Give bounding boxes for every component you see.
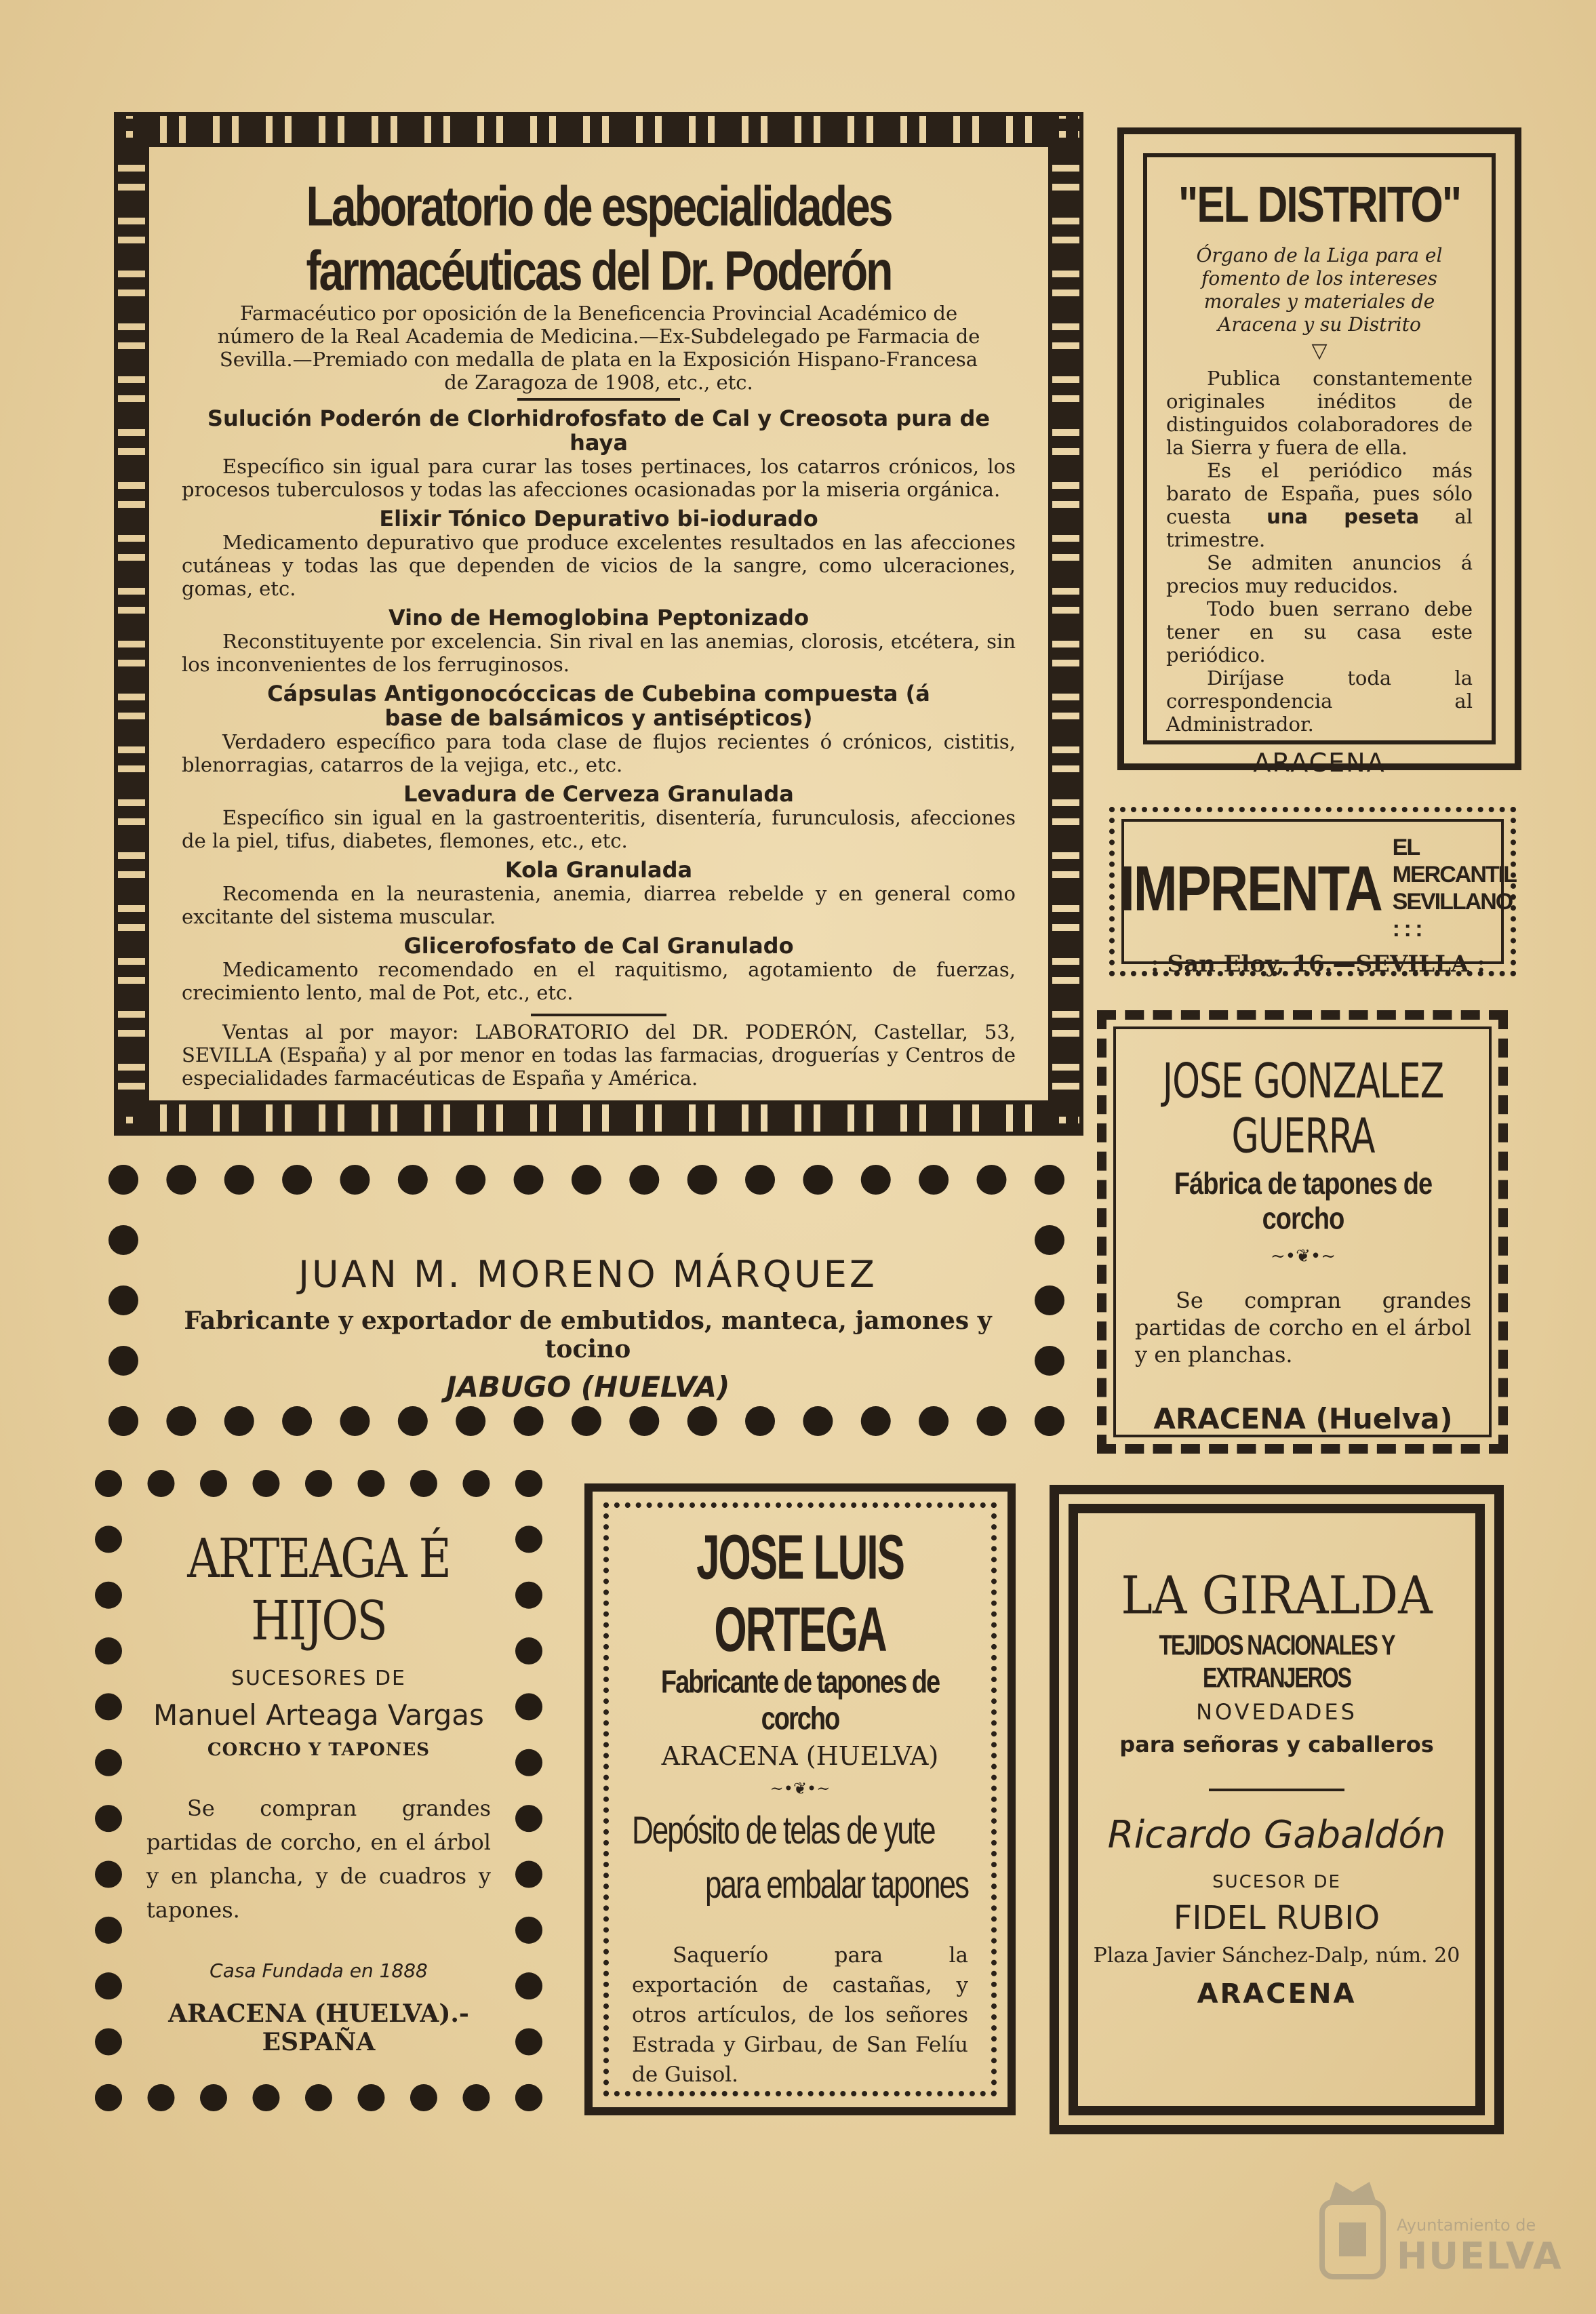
giralda-content [1093,1564,1460,2010]
distrito-p4: Todo buen serrano debe tener en su casa este periódico. [1166,597,1473,666]
distrito-p2c: al trimestre. [1166,505,1473,551]
giralda-address: Plaza Javier Sánchez-Dalp, núm. 20 [1093,1944,1460,1968]
distrito-title: "EL DISTRITO" [1178,177,1461,233]
imprenta-big: IMPRENTA [1120,852,1382,924]
ortega-name: JOSE LUIS ORTEGA [696,1523,904,1665]
distrito-ad [1117,127,1521,778]
ortega-content [632,1523,968,2090]
watermark-line2: HUELVA [1397,2235,1563,2277]
lab-item-text: Medicamento recomendado en el raquitismo, agotamiento de fuerzas, crecimiento lento, mal de Pot, etc., etc. [182,958,1016,1004]
giralda-ad [1050,1485,1504,2134]
imprenta-line1: EL MERCANTIL [1392,835,1516,887]
watermark-line1: Ayuntamiento de [1397,2216,1536,2235]
ortega-depot1: Depósito de telas de yute [632,1809,935,1853]
giralda-for: para señoras y caballeros [1119,1732,1434,1757]
gonzalez-ad [1097,1010,1508,1454]
divider [517,398,680,401]
distrito-price: una peseta [1266,505,1420,528]
moreno-content [179,1253,997,1403]
ortega-desc: Fabricante de tapones de corcho [660,1664,940,1737]
huelva-watermark [1315,2175,1563,2297]
lab-item-text: Medicamento depurativo que produce excelentes resultados en las afecciones cutáneas y todas las que dependen de vicios de la sangre, como ulceraciones, gomas, etc. [182,531,1016,600]
arteaga-content [146,1527,491,2056]
lab-item-heading: Levadura de Cerveza Granulada [403,781,794,807]
shield-icon [1315,2175,1390,2290]
chain-border-left [114,112,149,1136]
lab-item-text: Reconstituyente por excelencia. Sin rival en las anemias, clorosis, etcétera, sin los inconvenientes de los ferruginosos. [182,630,1016,676]
lab-ad [114,112,1083,1136]
giralda-prev: FIDEL RUBIO [1173,1899,1380,1937]
lab-item-text: Específico sin igual en la gastroenteritis, disentería, furunculosis, afecciones de la piel, tifus, diabetes, flemones, etc., etc. [182,806,1016,852]
lab-footer: Ventas al por mayor: LABORATORIO del DR. PODERÓN, Castellar, 53, SEVILLA (España) y al por menor en todas las farmacias, droguerías y Centros de especialidades farmacéuticas de España y América. [182,1020,1016,1090]
gonzalez-content [1135,1054,1471,1435]
giralda-succ: SUCESOR DE [1212,1872,1341,1892]
giralda-place: ARACENA [1197,1978,1357,2010]
lab-content [182,174,1016,1090]
ortega-text: Saquerío para la exportación de castañas, y otros artículos, de los señores Estrada y Girbau, de San Felíu de Guisol. [632,1943,968,2087]
chain-border-bottom [114,1100,1083,1136]
distrito-p2 [1166,459,1473,551]
imprenta-header [1120,834,1516,942]
ornament-icon: ▽ [1311,339,1328,363]
imprenta-names [1393,834,1516,942]
moreno-place: JABUGO (HUELVA) [445,1370,730,1403]
distrito-p5: Diríjase toda la correspondencia al Administrador. [1166,666,1473,736]
ornament-icon: ~•❦•~ [1270,1246,1336,1266]
lab-item-heading: Glicerofosfato de Cal Granulado [403,933,794,959]
lab-item-heading: Sulución Poderón de Clorhidrofosfato de Cal y Creosota pura de haya [207,405,991,456]
moreno-desc: Fabricante y exportador de embutidos, manteca, jamones y tocino [184,1306,992,1363]
arteaga-founded: Casa Fundada en 1888 [210,1959,428,1982]
lab-item-heading: Cápsulas Antigonocóccicas de Cubebina compuesta (á base de balsámicos y antisépticos) [267,681,930,731]
gonzalez-desc: Fábrica de tapones de corcho [1174,1167,1433,1237]
lab-title: Laboratorio de especialidades farmacéuticas del Dr. Poderón [306,174,892,302]
lab-item-text: Verdadero específico para toda clase de flujos recientes ó crónicos, cistitis, blenorragias, catarros de la vejiga, etc., etc. [182,730,1016,776]
giralda-novedades: NOVEDADES [1196,1699,1357,1725]
imprenta-ad [1109,807,1516,976]
arteaga-goods: CORCHO Y TAPONES [207,1740,431,1760]
ortega-place: ARACENA (HUELVA) [661,1741,939,1771]
distrito-subtitle: Órgano de la Liga para el fomento de los intereses morales y materiales de Aracena y su Distrito [1196,244,1443,336]
giralda-name: LA GIRALDA [1121,1564,1433,1627]
distrito-p3: Se admiten anuncios á precios muy reducidos. [1166,551,1473,597]
divider [531,1014,666,1016]
lab-item-text: Específico sin igual para curar las toses pertinaces, los catarros crónicos, los procesos tuberculosos y todas las afecciones ocasionadas por la miseria orgánica. [182,455,1016,501]
ornament-icon: ~•❦•~ [770,1779,831,1798]
distrito-p1: Publica constantemente originales inéditos de distinguidos colaboradores de la Sierra y fuera de ella. [1166,367,1473,459]
gonzalez-place: ARACENA (Huelva) [1153,1402,1453,1435]
arteaga-text: Se compran grandes partidas de corcho, en el árbol y en plancha, y de cuadros y tapones. [146,1795,491,1923]
arteaga-person: Manuel Arteaga Vargas [153,1698,484,1732]
lab-item-heading: Kola Granulada [504,857,693,883]
arteaga-name: ARTEAGA É HIJOS [187,1527,450,1653]
giralda-goods: TEJIDOS NACIONALES Y EXTRANJEROS [1159,1629,1395,1694]
lab-item-text: Recomenda en la neurastenia, anemia, diarrea rebelde y en general como excitante del sistema muscular. [182,882,1016,928]
moreno-name: JUAN M. MORENO MÁRQUEZ [298,1253,877,1296]
imprenta-address: : San Eloy, 16.—SEVILLA : [1151,951,1485,978]
imprenta-content [1120,834,1516,978]
imprenta-line2: SEVILLANO : : : [1392,889,1513,942]
lab-item-heading: Elixir Tónico Depurativo bi-iodurado [379,506,818,532]
chain-border-right [1048,112,1083,1136]
distrito-p2a: Es el periódico más barato de España, pues sólo cuesta [1166,459,1473,528]
ortega-ad [584,1483,1016,2115]
distrito-place: ARACENA [1253,748,1386,778]
arteaga-succ: SUCESORES DE [231,1667,406,1690]
chain-border-top [114,112,1083,147]
lab-intro: Farmacéutico por oposición de la Beneficencia Provincial Académico de número de la Real Academia de Medicina.—Ex-Subdelegado pe Farmacia de Sevilla.—Premiado con medalla de plata en la Exposición Hispano-Francesa de Zaragoza de 1908, etc., etc. [217,302,980,394]
gonzalez-text: Se compran grandes partidas de corcho en el árbol y en planchas. [1135,1288,1471,1368]
ortega-depot2: para embalar tapones [704,1863,968,1907]
distrito-content [1166,177,1473,778]
arteaga-ad [95,1470,542,2111]
arteaga-place: ARACENA (HUELVA).-ESPAÑA [168,1999,469,2056]
giralda-owner: Ricardo Gabaldón [1107,1813,1446,1857]
lab-item-heading: Vino de Hemoglobina Peptonizado [388,605,810,631]
divider [1209,1789,1344,1791]
moreno-ad [108,1165,1064,1436]
gonzalez-name: JOSE GONZALEZ GUERRA [1162,1054,1444,1164]
